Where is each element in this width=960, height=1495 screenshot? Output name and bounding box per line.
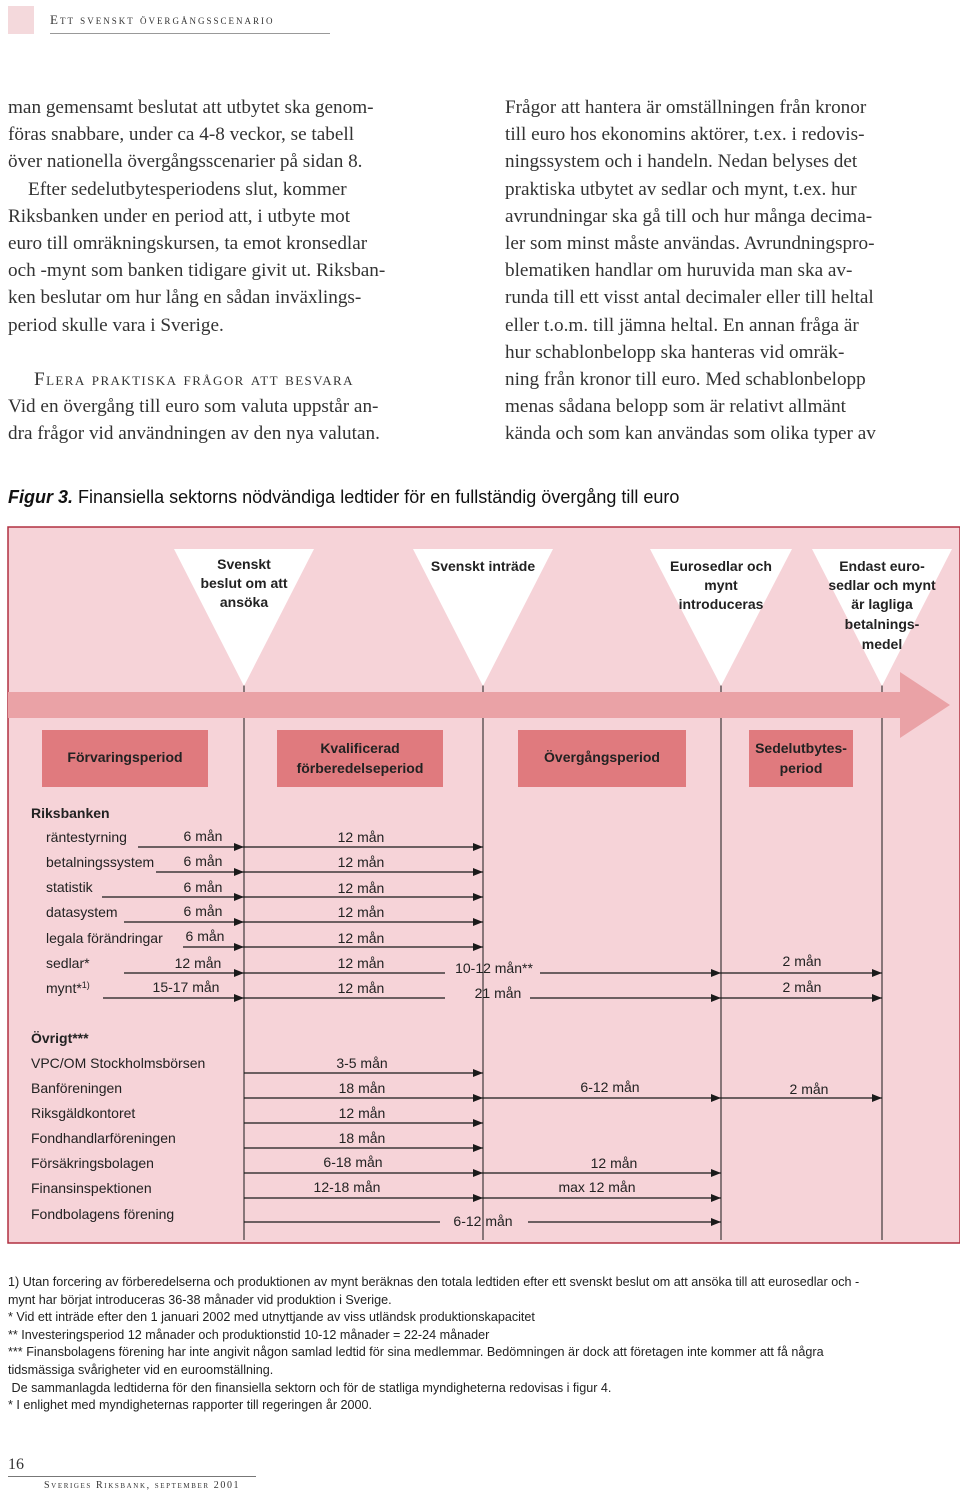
duration-label: 2 mån: [782, 979, 822, 995]
right-text-column: [505, 94, 957, 448]
duration-label: 12 mån: [338, 1105, 386, 1121]
footnote-line: * I enlighet med myndigheternas rapporter till regeringen år 2000.: [8, 1398, 373, 1413]
row-label: räntestyrning: [46, 829, 127, 845]
text-line: praktiska utbytet av sedlar och mynt, t.ex. hur: [505, 178, 857, 200]
duration-label: 12 mån: [337, 955, 385, 971]
row-label: Riksgäldkontoret: [31, 1105, 136, 1121]
duration-label: 12 mån: [174, 955, 222, 971]
text-line: Efter sedelutbytesperiodens slut, kommer: [28, 178, 347, 200]
duration-label: 6-12 mån: [453, 1213, 513, 1229]
row-label: Försäkringsbolagen: [31, 1155, 154, 1171]
duration-label: 12-18 mån: [313, 1179, 381, 1195]
milestone-label: Eurosedlar och mynt introduceras: [670, 558, 772, 612]
footnote-line: 1) Utan forcering av förberedelserna och produktionen av mynt beräknas den totala ledtiden efter ett svenskt beslut om att ansöka till att eurosedlar och -: [8, 1275, 860, 1289]
text-line: över nationella övergångsscenarier på sidan 8.: [8, 151, 363, 173]
left-text-column: [8, 94, 468, 447]
duration-label: 6-12 mån: [580, 1079, 640, 1095]
row-label: Fondhandlarföreningen: [31, 1130, 176, 1146]
header-marker: [8, 6, 34, 34]
duration-label: 12 mån: [337, 980, 385, 996]
footer-text: Sveriges Riksbank, september 2001: [44, 1480, 241, 1491]
row-label: VPC/OM Stockholmsbörsen: [31, 1055, 206, 1071]
duration-label: 12 mån: [590, 1155, 638, 1171]
duration-label: 12 mån: [337, 854, 385, 870]
period-box: [277, 730, 443, 787]
milestone-label: Svenskt inträde: [430, 558, 536, 574]
duration-label: 2 mån: [782, 953, 822, 969]
footnotes: [8, 1274, 952, 1415]
section-title-ovrigt: Övrigt***: [31, 1030, 89, 1046]
row-label: legala förändringar: [46, 930, 163, 946]
footnote-line: * Vid ett inträde efter den 1 januari 2002 med utnyttjande av viss utländsk produktionskapacitet: [8, 1310, 535, 1325]
duration-label: 6 mån: [183, 828, 223, 844]
duration-label: 10-12 mån**: [455, 960, 533, 976]
row-label: betalningssystem: [46, 854, 155, 870]
text-line: ningssystem och i handeln. Nedan belyses det: [505, 151, 858, 173]
text-line: eller t.o.m. till jämna heltal. En annan fråga är: [505, 314, 859, 336]
running-header: Ett svenskt övergångsscenario: [50, 12, 275, 27]
section-heading: Flera praktiska frågor att besvara: [34, 368, 354, 390]
period-box: [749, 730, 853, 787]
page-number: 16: [8, 1456, 24, 1473]
footnote-line: tidsmässiga svårigheter vid en euroomställning.: [8, 1362, 274, 1377]
figure-caption: Finansiella sektorns nödvändiga ledtider för en fullständig övergång till euro: [78, 487, 680, 507]
footnote-line: ** Investeringsperiod 12 månader och produktionstid 10-12 månader = 22-24 månader: [8, 1327, 490, 1342]
text-line: blematiken handlar om huruvida man ska av-: [505, 260, 853, 282]
row-label: sedlar*: [46, 955, 90, 971]
duration-label: 6-18 mån: [323, 1154, 383, 1170]
duration-label: 3-5 mån: [336, 1055, 388, 1071]
text-line: euro till omräkningskursen, ta emot kronsedlar: [8, 233, 368, 255]
text-line: föras snabbare, under ca 4-8 veckor, se tabell: [8, 124, 355, 146]
timeline-diagram: [0, 520, 960, 1245]
text-line: period skulle vara i Sverige.: [8, 314, 224, 336]
milestone-label: Svenskt beslut om att ansöka: [200, 556, 288, 610]
footnote-line: *** Finansbolagens förening har inte angivit någon samlad ledtid för sina medlemmar. Bedömningen är dock att företagen inte kommer att få några: [8, 1345, 824, 1360]
period-label: Sedelutbytes-period: [755, 740, 847, 776]
duration-label: 12 mån: [337, 930, 385, 946]
period-label: Förvaringsperiod: [67, 749, 183, 765]
duration-label: 15-17 mån: [152, 979, 220, 995]
text-line: och -mynt som banken tidigare givit ut. Riksban-: [8, 260, 386, 282]
text-line: ning från kronor till euro. Med schablonbelopp: [505, 369, 866, 391]
footnote-line: mynt har börjat introduceras 36-38 månader vid produktion i Sverige.: [8, 1292, 392, 1307]
duration-label: 6 mån: [185, 928, 225, 944]
duration-label: 12 mån: [337, 880, 385, 896]
duration-label: 18 mån: [338, 1080, 386, 1096]
duration-label: 6 mån: [183, 903, 223, 919]
milestone-label: Endast euro-sedlar och mynt är lagliga betalnings-medel: [828, 558, 936, 652]
footer-rule: [8, 1476, 256, 1477]
footnote-line: De sammanlagda ledtiderna för den finansiella sektorn och för de statliga myndigheterna redovisas i figur 4.: [8, 1380, 612, 1395]
text-line: kända och som kan användas som olika typer av: [505, 423, 876, 445]
row-label: Finansinspektionen: [31, 1180, 152, 1196]
text-line: ken beslutar om hur lång en sådan inväxlings-: [8, 287, 362, 309]
duration-label: 21 mån: [474, 985, 522, 1001]
text-line: Riksbanken under en period att, i utbyte mot: [8, 205, 351, 227]
period-label: Kvalificerad förberedelseperiod: [296, 740, 424, 776]
duration-label: max 12 mån: [558, 1179, 636, 1195]
text-line: Vid en övergång till euro som valuta uppstår an-: [8, 396, 379, 418]
header-rule: [50, 33, 330, 34]
period-label: Övergångsperiod: [544, 749, 660, 765]
text-line: hur schablonbelopp ska hanteras vid omräk-: [505, 341, 845, 363]
duration-label: 18 mån: [338, 1130, 386, 1146]
row-label: statistik: [46, 879, 93, 895]
text-line: till euro hos ekonomins aktörer, t.ex. i redovis-: [505, 124, 865, 146]
duration-label: 6 mån: [183, 853, 223, 869]
section-title-riksbanken: Riksbanken: [31, 805, 110, 821]
text-line: man gemensamt beslutat att utbytet ska genom-: [8, 97, 374, 118]
duration-label: 12 mån: [337, 904, 385, 920]
text-line: ler som minst måste användas. Avrundningspro-: [505, 233, 875, 255]
text-line: dra frågor vid användningen av den nya valutan.: [8, 423, 380, 445]
figure-number: Figur 3.: [8, 487, 74, 507]
figure-title: [8, 487, 679, 508]
text-line: Frågor att hantera är omställningen från kronor: [505, 97, 867, 118]
row-label: mynt*$^{1)}$: [46, 980, 90, 996]
text-line: runda till ett visst antal decimaler eller till heltal: [505, 287, 874, 309]
duration-label: 2 mån: [789, 1081, 829, 1097]
duration-label: 6 mån: [183, 879, 223, 895]
duration-label: 12 mån: [337, 829, 385, 845]
text-line: avrundningar ska gå till och hur många decima-: [505, 205, 873, 227]
text-line: menas sådana belopp som är relativt allmänt: [505, 396, 846, 418]
row-label: datasystem: [46, 904, 118, 920]
row-label: Banföreningen: [31, 1080, 123, 1096]
row-label: Fondbolagens förening: [31, 1206, 175, 1222]
